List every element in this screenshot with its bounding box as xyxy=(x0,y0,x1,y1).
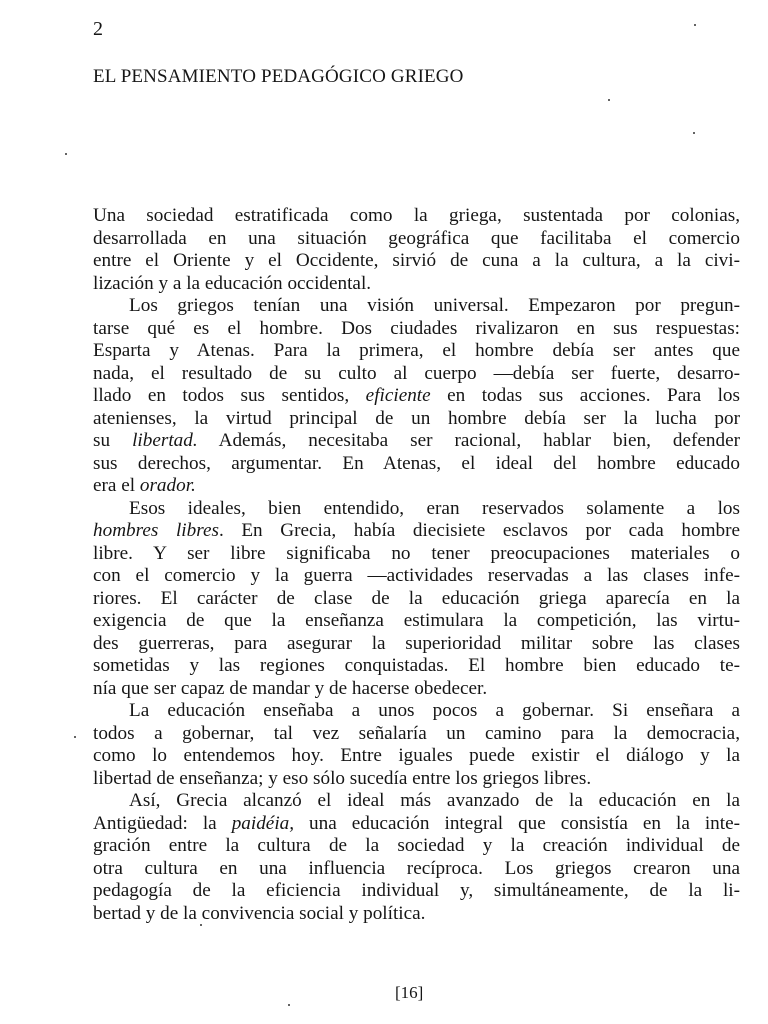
text-line xyxy=(93,655,740,677)
text-line xyxy=(93,633,740,655)
text-line xyxy=(93,565,740,587)
text-line xyxy=(93,745,740,767)
italic-term: orador. xyxy=(139,475,196,496)
text-line xyxy=(93,723,740,745)
italic-term: hombres libres xyxy=(93,520,219,541)
text-run: una educación integral que consistía en la inte- xyxy=(294,812,740,834)
text-line xyxy=(93,678,740,700)
text-run: entre el Oriente y el Occidente, sirvió de cuna a la cultura, a la civi- xyxy=(93,250,740,271)
text-line xyxy=(93,318,740,340)
text-line xyxy=(93,813,740,835)
text-run: llado en todos sus sentidos, xyxy=(93,385,366,406)
text-line xyxy=(93,228,740,250)
text-line xyxy=(93,475,740,497)
text-run: . En Grecia, había diecisiete esclavos por cada hombre xyxy=(218,520,740,541)
text-run: gración entre la cultura de la sociedad y la creación individual de xyxy=(93,835,740,856)
italic-term: libertad. xyxy=(132,430,198,451)
text-run: nada, el resultado de su culto al cuerpo —debía ser fuerte, desarro- xyxy=(93,362,740,384)
text-line xyxy=(129,700,740,722)
page-number: [16] xyxy=(395,983,424,1002)
text-run: libertad de enseñanza; y eso sólo sucedía entre los griegos libres. xyxy=(93,767,592,789)
text-line xyxy=(93,880,740,902)
text-run: libre. Y ser libre significaba no tener preocupaciones materiales o xyxy=(93,542,740,564)
text-line xyxy=(93,588,740,610)
text-line xyxy=(93,858,740,880)
text-run: La educación enseñaba a unos pocos a gobernar. Si enseñara a xyxy=(129,700,740,721)
scan-speck xyxy=(74,736,76,738)
text-line xyxy=(93,273,740,295)
text-run: sus derechos, argumentar. En Atenas, el ideal del hombre educado xyxy=(93,452,740,474)
italic-term: eficiente xyxy=(365,385,431,406)
text-line xyxy=(93,340,740,362)
text-line xyxy=(129,295,740,317)
text-run: con el comercio y la guerra —actividades reservadas a las clases infe- xyxy=(93,565,740,586)
text-run: era el xyxy=(93,475,140,496)
text-run: Así, Grecia alcanzó el ideal más avanzado de la educación en la xyxy=(129,790,740,811)
scan-speck xyxy=(694,24,696,26)
text-run: nía que ser capaz de mandar y de hacerse obedecer. xyxy=(93,677,488,699)
text-line xyxy=(129,790,740,812)
text-line xyxy=(93,453,740,475)
text-run: Antigüedad: la xyxy=(93,812,232,834)
text-run: bertad y de la convivencia social y política. xyxy=(93,902,426,924)
text-run: pedagogía de la eficiencia individual y, simultáneamente, de la li- xyxy=(93,880,740,901)
scan-speck xyxy=(608,99,610,101)
text-run: en todas sus acciones. Para los xyxy=(430,385,740,406)
italic-term: paidéia, xyxy=(231,812,295,834)
text-line xyxy=(93,520,740,542)
text-run: Esparta y Atenas. Para la primera, el hombre debía ser antes que xyxy=(93,340,740,361)
text-run: riores. El carácter de clase de la educación griega aparecía en la xyxy=(93,587,740,609)
text-line xyxy=(93,768,740,790)
text-run: su xyxy=(93,430,133,451)
text-line xyxy=(93,250,740,272)
chapter-title: EL PENSAMIENTO PEDAGÓGICO GRIEGO xyxy=(93,66,464,87)
text-run: lización y a la educación occidental. xyxy=(93,272,372,294)
scan-speck xyxy=(65,153,67,155)
text-line xyxy=(93,610,740,632)
text-line xyxy=(93,835,740,857)
chapter-number: 2 xyxy=(93,18,103,40)
text-run: como lo entendemos hoy. Entre iguales puede existir el diálogo y la xyxy=(93,745,740,766)
text-run: exigencia de que la enseñanza estimulara la competición, las virtu- xyxy=(93,610,740,631)
text-line xyxy=(93,543,740,565)
scan-speck xyxy=(288,1004,290,1006)
text-run: desarrollada en una situación geográfica que facilitaba el comercio xyxy=(93,227,740,249)
scan-speck xyxy=(693,132,695,134)
text-line xyxy=(129,498,740,520)
text-line xyxy=(93,363,740,385)
text-run: Esos ideales, bien entendido, eran reservados solamente a los xyxy=(129,497,740,519)
text-run: Además, necesitaba ser racional, hablar bien, defender xyxy=(197,430,741,451)
text-run: atenienses, la virtud principal de un hombre debía ser la lucha por xyxy=(93,407,740,429)
text-run: Los griegos tenían una visión universal. Empezaron por pregun- xyxy=(129,295,740,316)
text-line xyxy=(93,385,740,407)
text-line xyxy=(93,903,740,925)
text-run: Una sociedad estratificada como la griega, sustentada por colonias, xyxy=(93,205,740,226)
text-run: des guerreras, para asegurar la superioridad militar sobre las clases xyxy=(93,632,740,654)
text-line xyxy=(93,430,740,452)
text-run: sometidas y las regiones conquistadas. El hombre bien educado te- xyxy=(93,655,740,676)
text-run: tarse qué es el hombre. Dos ciudades rivalizaron en sus respuestas: xyxy=(93,317,740,339)
text-run: todos a gobernar, tal vez señalaría un camino para la democracia, xyxy=(93,722,740,744)
text-line xyxy=(93,205,740,227)
scan-speck xyxy=(200,924,202,926)
text-run: otra cultura en una influencia recíproca. Los griegos crearon una xyxy=(93,857,740,879)
text-line xyxy=(93,408,740,430)
